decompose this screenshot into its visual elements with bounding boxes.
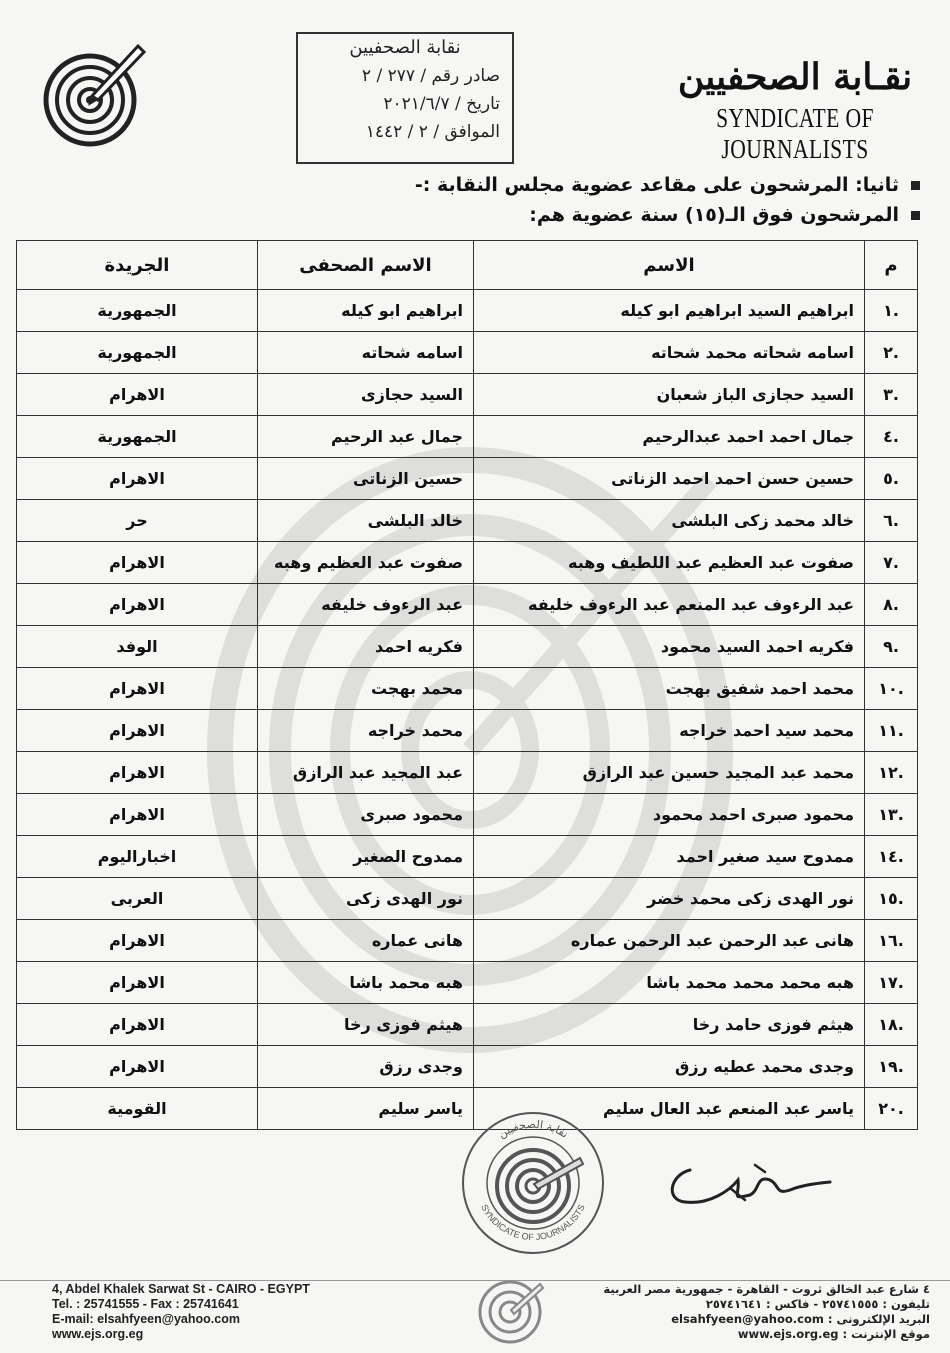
newspaper-name: الاهرام [17,1004,258,1046]
newspaper-name: القومية [17,1088,258,1130]
column-header-name: الاسم [474,241,865,290]
press-name: عبد الرءوف خليفه [258,584,474,626]
candidate-name: صفوت عبد العظيم عبد اللطيف وهبه [474,542,865,584]
row-number: .١٠ [865,668,918,710]
newspaper-name: الاهرام [17,920,258,962]
table-row [17,836,918,878]
row-number: .١٨ [865,1004,918,1046]
table-row [17,668,918,710]
footer-email-ar: البريد الإلكترونى : elsahfyeen@yahoo.com [671,1312,930,1326]
newspaper-name: الجمهورية [17,416,258,458]
newspaper-name: الاهرام [17,794,258,836]
candidate-name: محمود صبرى احمد محمود [474,794,865,836]
candidate-name: محمد سيد احمد خراجه [474,710,865,752]
press-name: عبد المجيد عبد الرازق [258,752,474,794]
table-row [17,458,918,500]
press-name: هبه محمد باشا [258,962,474,1004]
registration-stamp [296,32,514,164]
press-name: نور الهدى زكى [258,878,474,920]
candidate-name: اسامه شحاته محمد شحاته [474,332,865,374]
newspaper-name: الجمهورية [17,290,258,332]
press-name: حسين الزناتى [258,458,474,500]
row-number: .١١ [865,710,918,752]
syndicate-logo-icon [40,38,150,148]
stamp-issue-number: صادر رقم / ٢٧٧ / ٢ [361,66,500,86]
press-name: محمود صبرى [258,794,474,836]
heading-line-2 [300,200,920,230]
table-row [17,500,918,542]
press-name: هانى عماره [258,920,474,962]
row-number: .٩ [865,626,918,668]
bullet-icon [911,181,920,190]
table-row [17,920,918,962]
brand-block [670,55,920,165]
newspaper-name: حر [17,500,258,542]
row-number: .٤ [865,416,918,458]
newspaper-name: الوفد [17,626,258,668]
stamp-date: تاريخ / ٢٠٢١/٦/٧ [383,94,500,114]
press-name: محمد خراجه [258,710,474,752]
footer-phone-ar: تليفون : ٢٥٧٤١٥٥٥ - فاكس : ٢٥٧٤١٦٤١ [705,1297,930,1311]
press-name: اسامه شحاته [258,332,474,374]
press-name: السيد حجازى [258,374,474,416]
column-header-press-name: الاسم الصحفى [258,241,474,290]
footer-website-ar: موقع الإنترنت : www.ejs.org.eg [737,1327,930,1341]
candidate-name: محمد عبد المجيد حسين عبد الرازق [474,752,865,794]
newspaper-name: العربى [17,878,258,920]
table-header-row [17,241,918,290]
candidate-name: ياسر عبد المنعم عبد العال سليم [474,1088,865,1130]
candidate-name: حسين حسن احمد احمد الزناتى [474,458,865,500]
candidate-name: هبه محمد محمد محمد باشا [474,962,865,1004]
table-row [17,584,918,626]
row-number: .١٧ [865,962,918,1004]
row-number: .٨ [865,584,918,626]
candidate-name: هيثم فوزى حامد رخا [474,1004,865,1046]
table-row [17,710,918,752]
row-number: .٥ [865,458,918,500]
table-row [17,542,918,584]
table-row [17,374,918,416]
candidate-name: نور الهدى زكى محمد خضر [474,878,865,920]
press-name: فكريه احمد [258,626,474,668]
table-row [17,332,918,374]
candidate-name: جمال احمد احمد عبدالرحيم [474,416,865,458]
brand-english: SYNDICATE OF JOURNALISTS [716,103,874,164]
row-number: .٦ [865,500,918,542]
candidate-name: خالد محمد زكى البلشى [474,500,865,542]
footer-email: E-mail: elsahfyeen@yahoo.com [52,1312,240,1326]
newspaper-name: الاهرام [17,962,258,1004]
table-row [17,290,918,332]
candidate-name: ابراهيم السيد ابراهيم ابو كيله [474,290,865,332]
newspaper-name: الاهرام [17,374,258,416]
row-number: .٢٠ [865,1088,918,1130]
newspaper-name: الاهرام [17,710,258,752]
table-row [17,752,918,794]
press-name: ابراهيم ابو كيله [258,290,474,332]
syndicate-seal [458,1108,608,1258]
footer-website: www.ejs.org.eg [52,1327,144,1341]
table-row [17,962,918,1004]
newspaper-name: الاهرام [17,668,258,710]
row-number: .٧ [865,542,918,584]
handwritten-signature [660,1150,840,1220]
press-name: هيثم فوزى رخا [258,1004,474,1046]
table-row [17,1004,918,1046]
candidate-name: السيد حجازى الباز شعبان [474,374,865,416]
table-row [17,878,918,920]
row-number: .١٤ [865,836,918,878]
row-number: .١٣ [865,794,918,836]
press-name: صفوت عبد العظيم وهبه [258,542,474,584]
bullet-icon [911,211,920,220]
heading-text-2: المرشحون فوق الـ(١٥) سنة عضوية هم: [529,204,899,226]
stamp-hijri-date: الموافق / ٢ / ١٤٤٢ [365,122,500,142]
seal-bottom-text: SYNDICATE OF JOURNALISTS [479,1202,587,1243]
heading-line-1 [300,170,920,200]
row-number: .١٩ [865,1046,918,1088]
table-row [17,416,918,458]
footer-phone: Tel. : 25741555 - Fax : 25741641 [52,1297,239,1311]
newspaper-name: الاهرام [17,542,258,584]
footer-address: 4, Abdel Khalek Sarwat St - CAIRO - EGYPT [52,1282,310,1296]
candidates-table [16,240,918,1130]
seal-top-text: نقابة الصحفيين [495,1117,571,1141]
newspaper-name: الاهرام [17,1046,258,1088]
press-name: ممدوح الصغير [258,836,474,878]
newspaper-name: اخباراليوم [17,836,258,878]
newspaper-name: الاهرام [17,458,258,500]
press-name: محمد بهجت [258,668,474,710]
newspaper-name: الاهرام [17,584,258,626]
candidate-name: فكريه احمد السيد محمود [474,626,865,668]
newspaper-name: الجمهورية [17,332,258,374]
row-number: .١٥ [865,878,918,920]
row-number: .١ [865,290,918,332]
stamp-title: نقابة الصحفيين [349,37,461,58]
press-name: خالد البلشى [258,500,474,542]
footer-address-ar: ٤ شارع عبد الخالق ثروت - القاهرة - جمهورية مصر العربية [603,1282,930,1296]
row-number: .٢ [865,332,918,374]
row-number: .١٢ [865,752,918,794]
candidate-name: وجدى محمد عطيه رزق [474,1046,865,1088]
section-headings [300,170,920,230]
footer-contact-english [52,1282,310,1342]
table-row [17,626,918,668]
candidate-name: عبد الرءوف عبد المنعم عبد الرءوف خليفه [474,584,865,626]
press-name: ياسر سليم [258,1088,474,1130]
candidate-name: ممدوح سيد صغير احمد [474,836,865,878]
heading-text-1: ثانيا: المرشحون على مقاعد عضوية مجلس النقابة :- [414,174,899,196]
footer-logo-icon [470,1270,550,1350]
column-header-newspaper: الجريدة [17,241,258,290]
candidate-name: هانى عبد الرحمن عبد الرحمن عماره [474,920,865,962]
press-name: جمال عبد الرحيم [258,416,474,458]
newspaper-name: الاهرام [17,752,258,794]
brand-arabic: نقـابة الصحفيين [677,56,913,98]
column-header-number: م [865,241,918,290]
press-name: وجدى رزق [258,1046,474,1088]
table-row [17,794,918,836]
table-row [17,1046,918,1088]
candidate-name: محمد احمد شفيق بهجت [474,668,865,710]
row-number: .١٦ [865,920,918,962]
row-number: .٣ [865,374,918,416]
footer-contact-arabic [603,1282,930,1342]
